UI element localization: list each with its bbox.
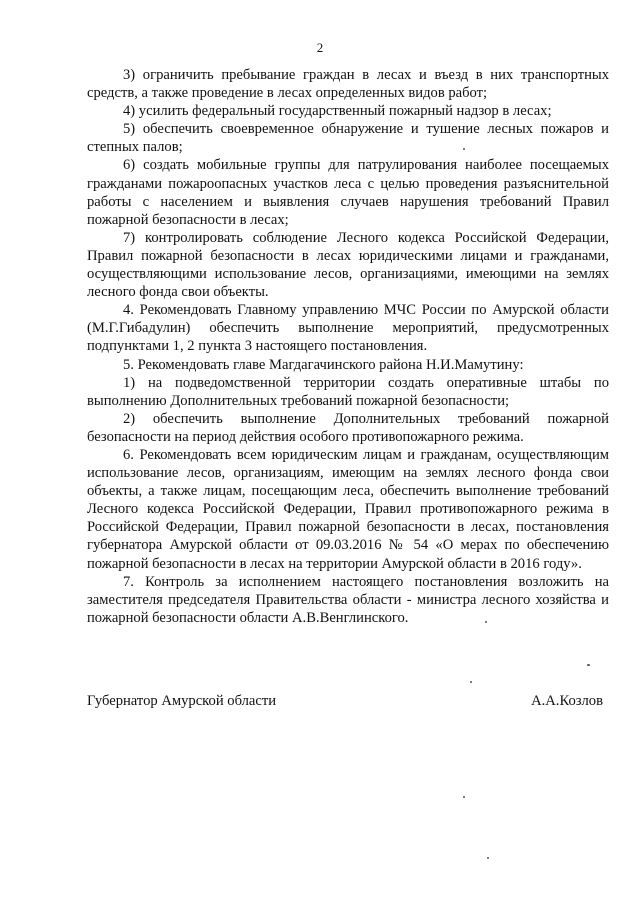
document-body <box>87 66 609 627</box>
scan-speck <box>463 796 465 798</box>
paragraph-3-3: 3) ограничить пребывание граждан в лесах и въезд в них транспортных средств, а также проведение в лесах определенных видов работ; <box>87 67 609 102</box>
scan-speck <box>587 664 590 666</box>
scan-speck <box>463 148 465 150</box>
scan-speck <box>485 621 487 623</box>
paragraph-5-1: 1) на подведомственной территории создать оперативные штабы по выполнению Дополнительных требований пожарной безопасности; <box>87 374 609 409</box>
paragraph-3-4: 4) усилить федеральный государственный пожарный надзор в лесах; <box>123 103 552 120</box>
paragraph-7: 7. Контроль за исполнением настоящего постановления возложить на заместителя председателя Правительства области - министра лесного хозяйства и пожарной безопасности области А.В.Венглинского. <box>87 573 609 626</box>
scan-speck <box>470 681 472 683</box>
paragraph-3-6: 6) создать мобильные группы для патрулирования наиболее посещаемых гражданами пожароопасных участков леса с целью проведения разъяснительной работы с населением и выявления случаев нарушения требований Правил пожарной безопасности в лесах; <box>87 157 609 228</box>
paragraph-4: 4. Рекомендовать Главному управлению МЧС России по Амурской области (М.Г.Гибадулин) обеспечить выполнение мероприятий, предусмотренных подпунктами 1, 2 пункта 3 настоящего постановления. <box>87 302 609 355</box>
paragraph-5-2: 2) обеспечить выполнение Дополнительных требований пожарной безопасности на период действия особого противопожарного режима. <box>87 410 609 445</box>
signatory-title: Губернатор Амурской области <box>87 693 277 709</box>
paragraph-6: 6. Рекомендовать всем юридическим лицам и гражданам, осуществляющим использование лесов, организациям, имеющим на землях лесного фонда свои объекты, а также лицам, посещающим леса, обеспечить выполнение требований Лесного кодекса Российской Федерации, Правил противопожарного режима в Российской Федерации, Правил пожарной безопасности в лесах, постановления губернатора Амурской области от 09.03.2016 № 54 «О мерах по обеспечению пожарной безопасности в лесах на территории Амурской области в 2016 году». <box>87 446 609 572</box>
paragraph-5: 5. Рекомендовать главе Магдагачинского района Н.И.Мамутину: <box>123 356 524 373</box>
signatory-name: А.А.Козлов <box>531 693 603 709</box>
scan-speck <box>487 857 489 859</box>
page-number: 2 <box>316 40 324 55</box>
paragraph-3-5: 5) обеспечить своевременное обнаружение и тушение лесных пожаров и степных палов; <box>87 121 609 156</box>
paragraph-3-7: 7) контролировать соблюдение Лесного кодекса Российской Федерации, Правил пожарной безопасности в лесах юридическими лицами и гражданами, осуществляющими использование лесов, организациями, имеющими на землях лесного фонда свои объекты. <box>87 229 609 301</box>
